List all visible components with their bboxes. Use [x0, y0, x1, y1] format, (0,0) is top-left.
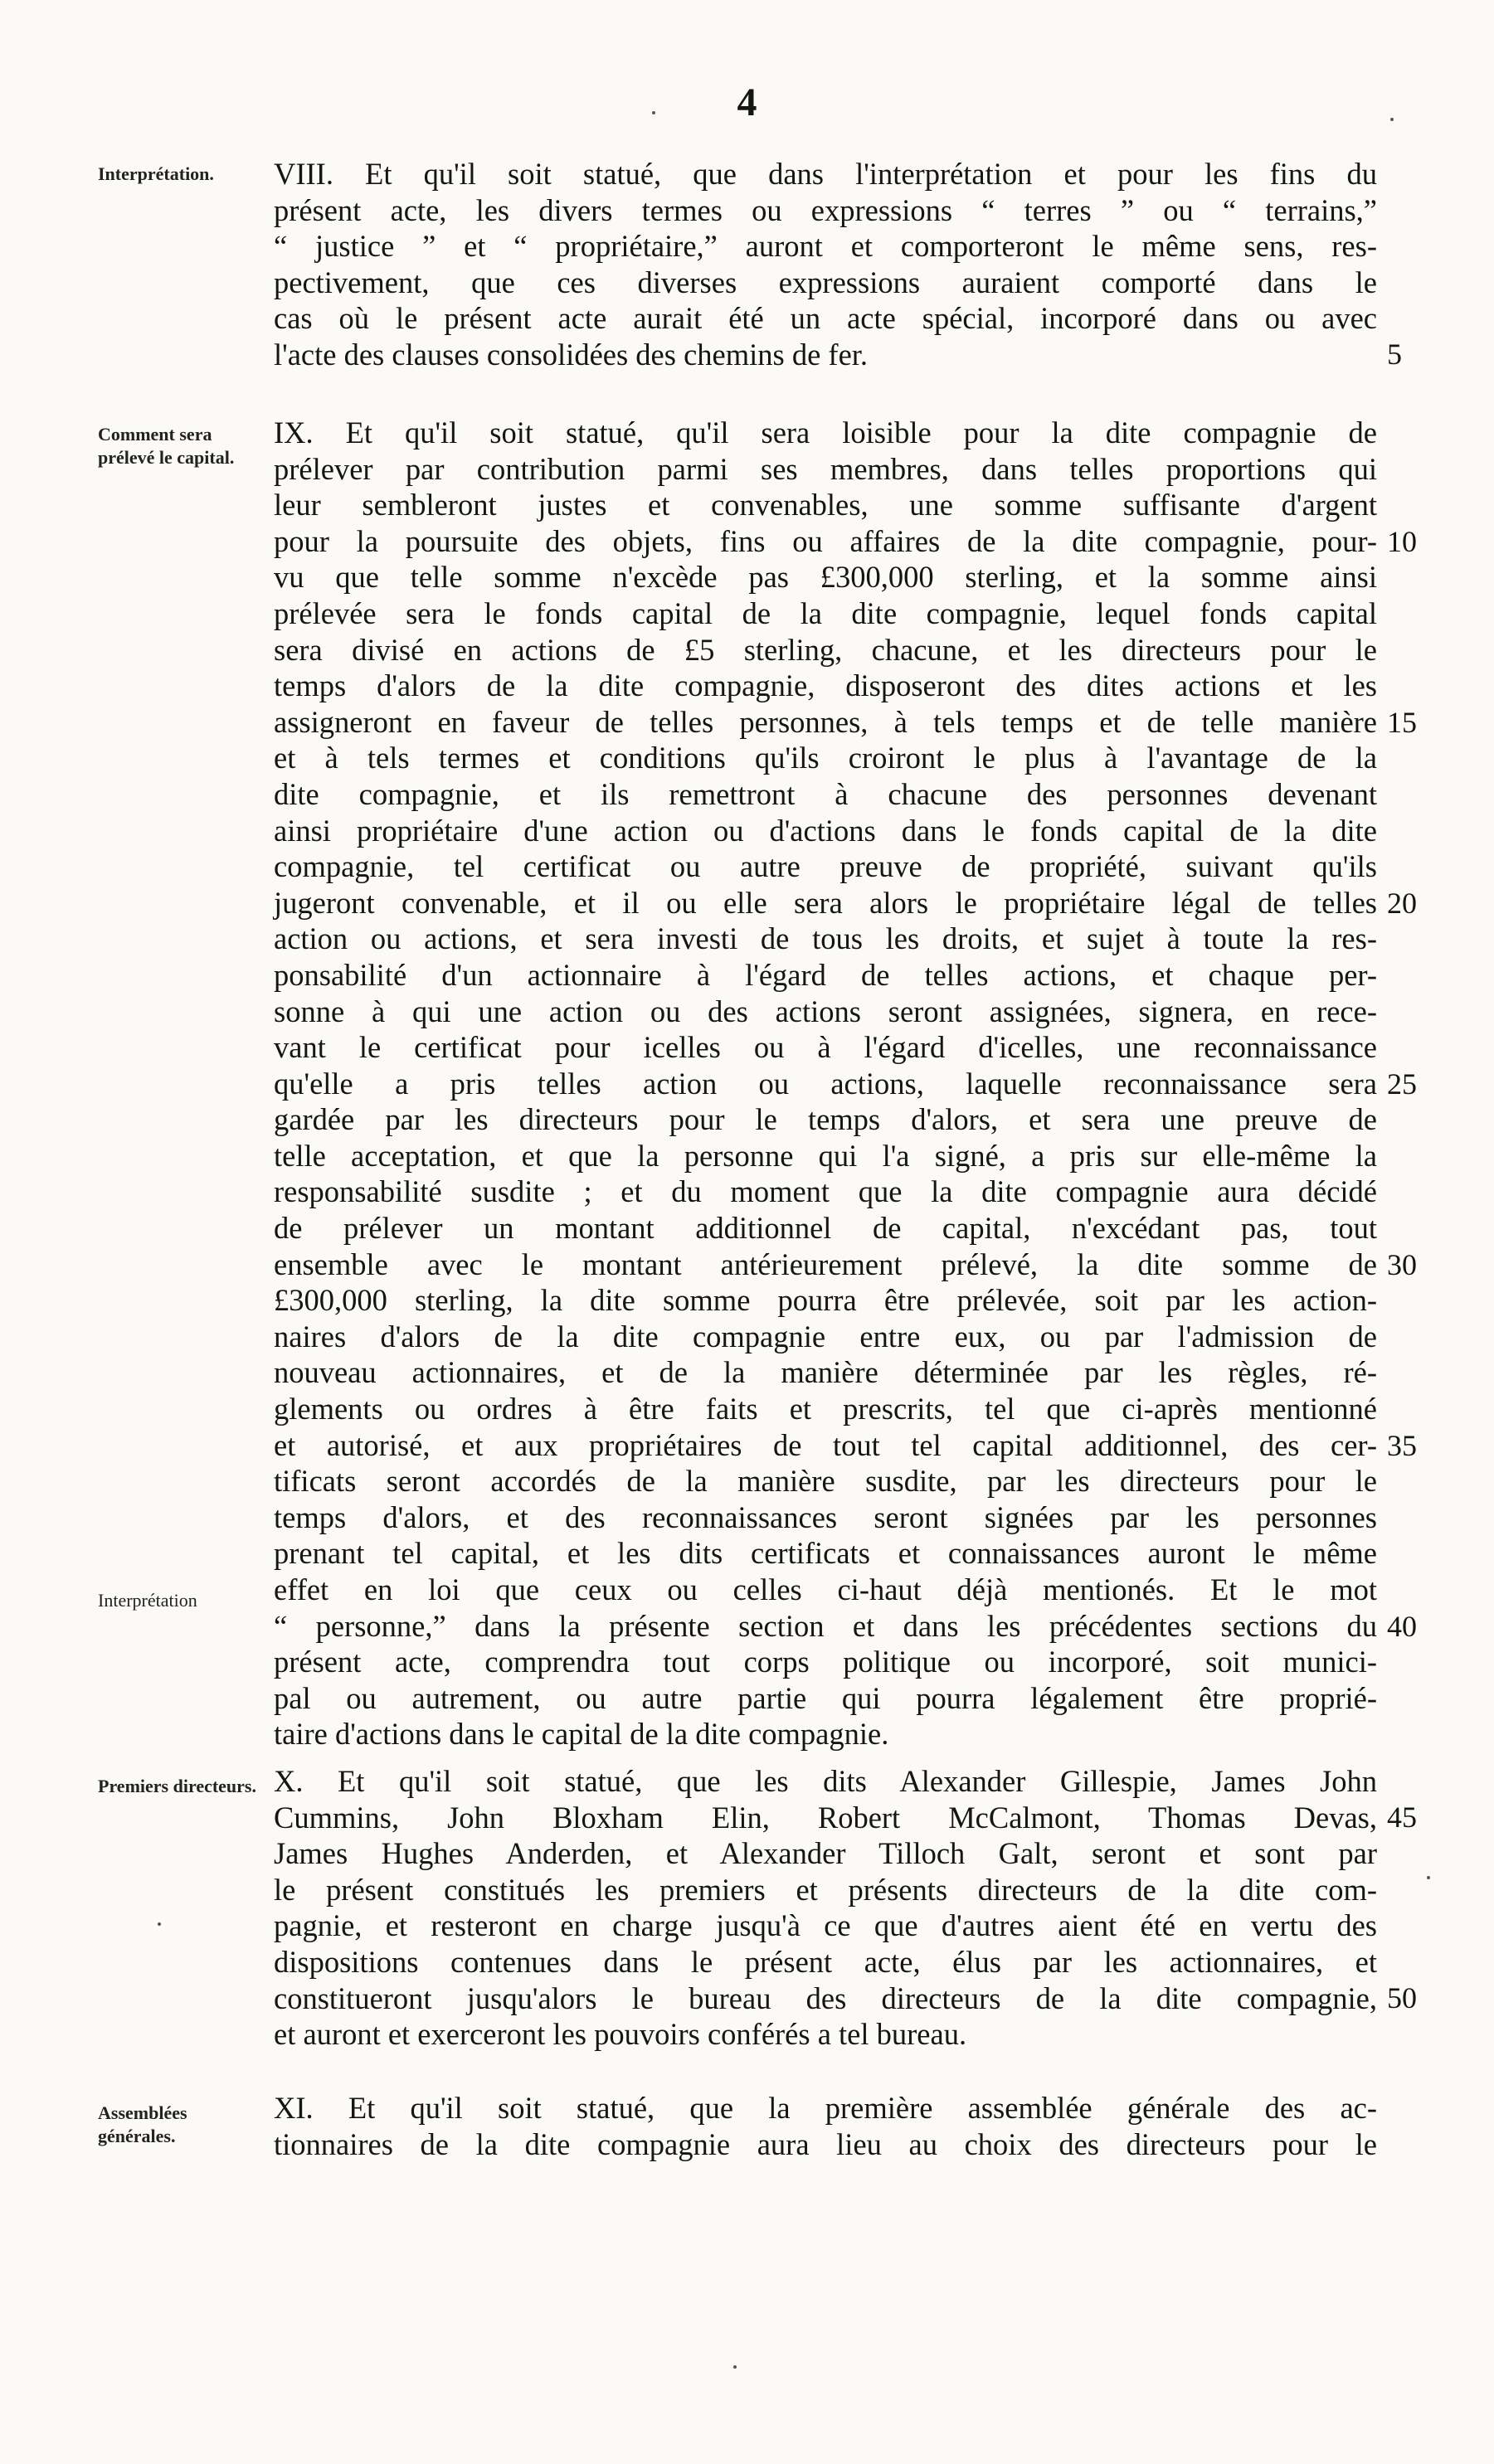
text-line: dite compagnie, et ils remettront à chacune des personnes devenant	[274, 776, 1377, 811]
line-number: 10	[1387, 525, 1417, 558]
margin-note-premiers-directeurs: Premiers directeurs.	[98, 1776, 256, 1796]
text-line: prélever par contribution parmi ses membres, dans telles proportions qui	[274, 451, 1377, 486]
text-line: et autorisé, et aux propriétaires de tout tel capital additionnel, des cer-	[274, 1427, 1377, 1462]
text-line: prenant tel capital, et les dits certificats et connaissances auront le même	[274, 1536, 1377, 1571]
text-line: le présent constitués les premiers et présents directeurs de la dite com-	[274, 1872, 1377, 1907]
text-line: qu'elle a pris telles action ou actions, laquelle reconnaissance sera	[274, 1066, 1377, 1101]
text-line: VIII. Et qu'il soit statué, que dans l'interprétation et pour les fins du	[274, 157, 1377, 191]
text-line: James Hughes Anderden, et Alexander Tilloch Galt, seront et sont par	[274, 1836, 1377, 1871]
text-line: XI. Et qu'il soit statué, que la première assemblée générale des ac-	[274, 2091, 1377, 2125]
page-number: 4	[737, 80, 757, 124]
text-line: ensemble avec le montant antérieurement prélevé, la dite somme de	[274, 1247, 1377, 1281]
text-line: pectivement, que ces diverses expressions auraient comporté dans le	[274, 265, 1377, 299]
text-line: sera divisé en actions de £5 sterling, chacune, et les directeurs pour le	[274, 632, 1377, 667]
text-line: leur sembleront justes et convenables, une somme suffisante d'argent	[274, 488, 1377, 522]
text-line: £300,000 sterling, la dite somme pourra être prélevée, soit par les action-	[274, 1283, 1377, 1318]
line-number: 20	[1387, 887, 1417, 920]
text-line: cas où le présent acte aurait été un acte spécial, incorporé dans ou avec	[274, 301, 1377, 336]
text-line: nouveau actionnaires, et de la manière déterminée par les règles, ré-	[274, 1355, 1377, 1390]
text-line: pal ou autrement, ou autre partie qui pourra légalement être proprié-	[274, 1680, 1377, 1715]
text-line: de prélever un montant additionnel de capital, n'excédant pas, tout	[274, 1211, 1377, 1246]
text-line: glements ou ordres à être faits et prescrits, tel que ci-après mentionné	[274, 1392, 1377, 1426]
text-line: Cummins, John Bloxham Elin, Robert McCalmont, Thomas Devas,	[274, 1800, 1377, 1835]
text-line: tificats seront accordés de la manière susdite, par les directeurs pour le	[274, 1464, 1377, 1499]
text-line: constitueront jusqu'alors le bureau des directeurs de la dite compagnie,	[274, 1980, 1377, 2015]
text-line: IX. Et qu'il soit statué, qu'il sera loisible pour la dite compagnie de	[274, 416, 1377, 450]
text-line: telle acceptation, et que la personne qui l'a signé, a pris sur elle-même la	[274, 1138, 1377, 1173]
print-speck	[652, 111, 655, 114]
text-line: responsabilité susdite ; et du moment que la dite compagnie aura décidé	[274, 1174, 1377, 1209]
text-line: sonne à qui une action ou des actions seront assignées, signera, en rece-	[274, 994, 1377, 1028]
text-line: pour la poursuite des objets, fins ou affaires de la dite compagnie, pour-	[274, 523, 1377, 558]
margin-note-interpretation: Interprétation.	[98, 163, 214, 184]
text-line: et à tels termes et conditions qu'ils croiront le plus à l'avantage de la	[274, 741, 1377, 775]
text-line: dispositions contenues dans le présent acte, élus par les actionnaires, et	[274, 1944, 1377, 1979]
line-number: 5	[1387, 338, 1402, 371]
line-number: 30	[1387, 1248, 1417, 1281]
margin-note-interpretation-2: Interprétation	[98, 1590, 197, 1611]
text-line: naires d'alors de la dite compagnie entre eux, ou par l'admission de	[274, 1319, 1377, 1353]
text-line: présent acte, les divers termes ou expressions “ terres ” ou “ terrains,”	[274, 192, 1377, 227]
line-number: 40	[1387, 1610, 1417, 1643]
line-number: 15	[1387, 706, 1417, 739]
margin-note-capital: Comment sera prélevé le capital.	[98, 424, 235, 468]
section-x-text	[274, 1763, 1377, 2053]
print-speck	[1427, 1876, 1430, 1879]
text-line: vu que telle somme n'excède pas £300,000 sterling, et la somme ainsi	[274, 560, 1377, 595]
text-line: pagnie, et resteront en charge jusqu'à ce que d'autres aient été en vertu des	[274, 1908, 1377, 1943]
text-line: présent acte, comprendra tout corps politique ou incorporé, soit munici-	[274, 1645, 1377, 1679]
section-xi-text	[274, 2090, 1377, 2162]
line-number: 35	[1387, 1429, 1417, 1462]
print-speck	[158, 1922, 161, 1926]
text-line: “ personne,” dans la présente section et dans les précédentes sections du	[274, 1608, 1377, 1643]
text-line: gardée par les directeurs pour le temps d'alors, et sera une preuve de	[274, 1102, 1377, 1137]
text-line: vant le certificat pour icelles ou à l'égard d'icelles, une reconnaissance	[274, 1030, 1377, 1065]
text-line: taire d'actions dans le capital de la dite compagnie.	[274, 1717, 889, 1752]
line-number: 45	[1387, 1801, 1417, 1834]
print-speck	[1390, 118, 1394, 121]
text-line: effet en loi que ceux ou celles ci-haut déjà mentionés. Et le mot	[274, 1572, 1377, 1606]
text-line: l'acte des clauses consolidées des chemins de fer.	[274, 337, 869, 372]
text-line: ponsabilité d'un actionnaire à l'égard de telles actions, et chaque per-	[274, 957, 1377, 992]
text-line: temps d'alors de la dite compagnie, disposeront des dites actions et les	[274, 668, 1377, 703]
text-line: prélevée sera le fonds capital de la dite compagnie, lequel fonds capital	[274, 595, 1377, 630]
line-number: 50	[1387, 1981, 1417, 2014]
text-line: tionnaires de la dite compagnie aura lieu au choix des directeurs pour le	[274, 2126, 1377, 2161]
margin-note-assemblees-generales: Assemblées générales.	[98, 2102, 187, 2146]
text-line: compagnie, tel certificat ou autre preuve de propriété, suivant qu'ils	[274, 849, 1377, 884]
section-ix-text	[274, 415, 1377, 1752]
text-line: action ou actions, et sera investi de tous les droits, et sujet à toute la res-	[274, 921, 1377, 956]
text-line: et auront et exerceront les pouvoirs conférés a tel bureau.	[274, 2017, 967, 2052]
text-line: ainsi propriétaire d'une action ou d'actions dans le fonds capital de la dite	[274, 813, 1377, 848]
text-line: temps d'alors, et des reconnaissances seront signées par les personnes	[274, 1499, 1377, 1534]
text-line: X. Et qu'il soit statué, que les dits Alexander Gillespie, James John	[274, 1764, 1377, 1798]
line-number: 25	[1387, 1067, 1417, 1101]
text-line: assigneront en faveur de telles personnes, à tels temps et de telle manière	[274, 704, 1377, 739]
text-line: “ justice ” et “ propriétaire,” auront et comporteront le même sens, res-	[274, 229, 1377, 264]
section-viii-text	[274, 156, 1377, 373]
text-line: jugeront convenable, et il ou elle sera alors le propriétaire légal de telles	[274, 885, 1377, 920]
print-speck	[733, 2365, 737, 2369]
